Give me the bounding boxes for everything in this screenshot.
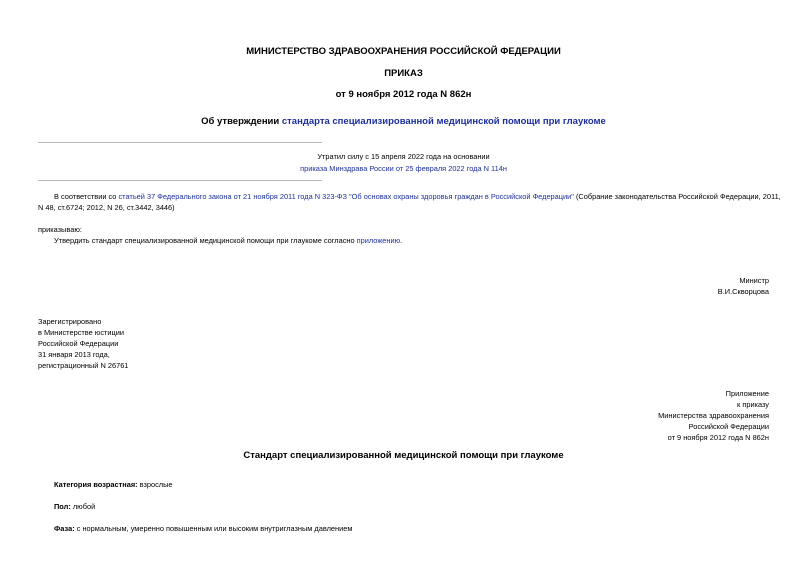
phase-category [54,523,352,534]
age-value: взрослые [137,480,173,489]
signature-name: В.И.Скворцова [717,287,769,296]
sex-value: любой [70,502,96,511]
registration-line: Российской Федерации [38,339,119,348]
doc-title-prefix: Об утверждении [201,116,282,127]
order-word: приказываю: [38,225,82,234]
appendix-block [658,388,769,443]
status-link[interactable]: приказа Минздрава России от 25 февраля 2022 года N 114н [300,164,507,173]
appendix-line: от 9 ноября 2012 года N 862н [667,433,769,442]
divider-bottom [38,180,322,181]
standard-title: Стандарт специализированной медицинской помощи при глаукоме [243,450,564,461]
registration-line: регистрационный N 26761 [38,361,129,370]
ministry-heading: МИНИСТЕРСТВО ЗДРАВООХРАНЕНИЯ РОССИЙСКОЙ ФЕДЕРАЦИИ [246,46,561,57]
registration-line: Зарегистрировано [38,317,102,326]
approve-paragraph [54,235,402,246]
appendix-link[interactable]: приложению [356,236,401,245]
divider-top [38,142,322,143]
law-link[interactable]: статьей 37 Федерального закона от 21 ноября 2011 года N 323-ФЗ "Об основах охраны здоровья граждан в Российской Федерации" [118,192,574,201]
registration-block [38,316,128,371]
appendix-line: Министерства здравоохранения [658,411,769,420]
para1-line2: N 48, ст.6724; 2012, N 26, ст.3442, 3446) [38,203,175,212]
age-category [54,479,173,490]
para1-prefix: В соответствии со [54,192,119,201]
status-line: Утратил силу с 15 апреля 2022 года на основании [317,152,490,161]
registration-line: в Министерстве юстиции [38,328,125,337]
phase-label: Фаза: [54,524,75,533]
appendix-line: Приложение [725,389,769,398]
appendix-line: Российской Федерации [688,422,769,431]
phase-value: с нормальным, умеренно повышенным или высоким внутриглазным давлением [74,524,353,533]
doc-date-heading: от 9 ноября 2012 года N 862н [335,89,472,100]
appendix-line: к приказу [737,400,769,409]
doc-title-link[interactable]: стандарта специализированной медицинской помощи при глаукоме [281,116,606,127]
approve-prefix: Утвердить стандарт специализированной медицинской помощи при глаукоме согласно [54,236,357,245]
doc-type-heading: ПРИКАЗ [384,68,423,79]
signature-position: Министр [739,276,769,285]
para1-suffix: (Собрание законодательства Российской Федерации, 2011, [573,192,781,201]
doc-title [0,116,807,127]
age-label: Категория возрастная: [54,480,138,489]
registration-line: 31 января 2013 года, [38,350,110,359]
para-legal-basis [54,191,781,202]
sex-category [54,501,95,512]
sex-label: Пол: [54,502,71,511]
approve-suffix: . [400,236,403,245]
